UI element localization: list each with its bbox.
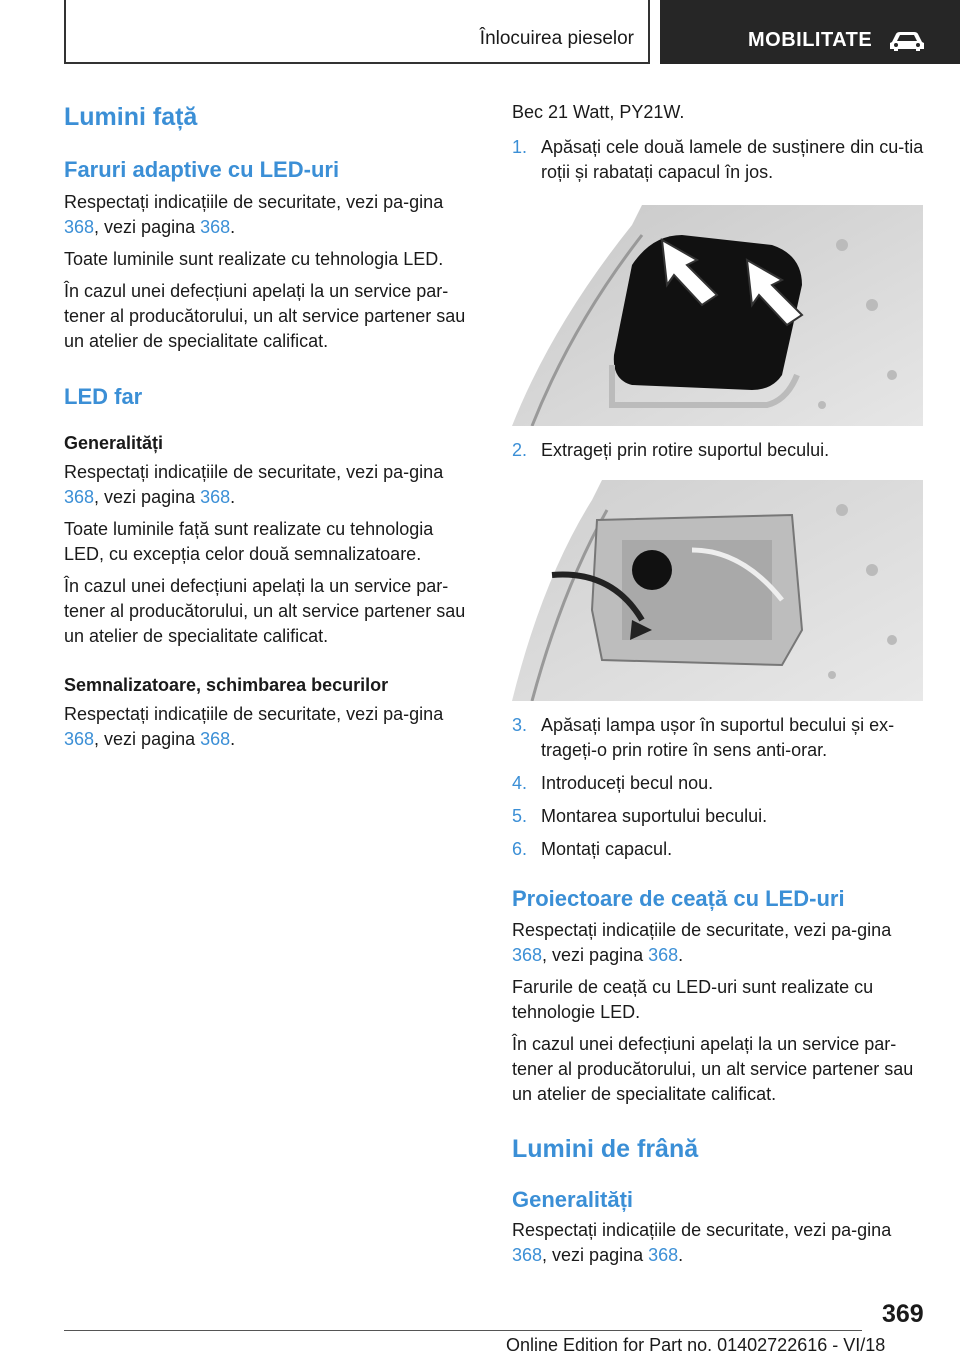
section-title-brake-lights: Lumini de frână [512, 1135, 699, 1163]
page-link[interactable]: 368 [512, 945, 543, 965]
step-item [512, 713, 926, 763]
step-number: 5. [512, 806, 528, 826]
step-text: Apăsați cele două lamele de susținere din cu-tia roții și rabatați capacul în jos. [541, 137, 924, 182]
header-chapter-label: MOBILITATE [748, 29, 873, 51]
bulb-spec: Bec 21 Watt, PY21W. [512, 102, 685, 122]
step-item [512, 135, 926, 185]
step-text: Extrageți prin rotire suportul becului. [541, 440, 830, 460]
step-number: 4. [512, 773, 528, 793]
page-link[interactable]: 368 [512, 1245, 543, 1265]
safety-note: Respectați indicațiile de securitate, vezi pa-gina 368, vezi pagina 368. [64, 192, 444, 237]
safety-note: Respectați indicațiile de securitate, vezi pa-gina 368, vezi pagina 368. [64, 704, 444, 749]
step-text: Introduceți becul nou. [541, 773, 714, 793]
step-item [512, 837, 926, 862]
footer-edition: Online Edition for Part no. 01402722616 - VI/18 [506, 1335, 886, 1355]
page-link[interactable]: 368 [200, 487, 231, 507]
step-text: Montarea suportului becului. [541, 806, 768, 826]
step-item [512, 438, 926, 463]
page-link[interactable]: 368 [648, 945, 679, 965]
right-column [512, 100, 926, 1268]
wheel-arch-cover-photo [512, 205, 923, 426]
heading-led-far: LED far [64, 384, 143, 409]
page-link[interactable]: 368 [648, 1245, 679, 1265]
page-link[interactable]: 368 [64, 217, 95, 237]
step-item [512, 771, 926, 796]
header-section-title: Înlocuirea pieselor [479, 28, 634, 49]
page-link[interactable]: 368 [200, 217, 231, 237]
subheading-general: Generalități [512, 1187, 634, 1212]
step-text: Montați capacul. [541, 839, 673, 859]
paragraph: În cazul unei defecțiuni apelați la un service par-tener al producătorului, un alt service partener sau un atelier de specialitate calificat. [64, 576, 466, 646]
paragraph: În cazul unei defecțiuni apelați la un service par-tener al producătorului, un alt service partener sau un atelier de specialitate calificat. [512, 1034, 914, 1104]
step-number: 2. [512, 440, 528, 460]
car-icon [888, 30, 926, 52]
step-number: 6. [512, 839, 528, 859]
paragraph: Toate luminile față sunt realizate cu tehnologia LED, cu excepția celor două semnalizatoare. [64, 519, 434, 564]
page-number: 369 [882, 1300, 924, 1328]
step-item [512, 804, 926, 829]
left-column [64, 100, 466, 752]
section-title-front-lights: Lumini față [64, 103, 198, 131]
page-link[interactable]: 368 [64, 487, 95, 507]
subheading-general: Generalități [64, 433, 164, 453]
paragraph: În cazul unei defecțiuni apelați la un service par-tener al producătorului, un alt service partener sau un atelier de specialitate calificat. [64, 281, 466, 351]
heading-fog-lights: Proiectoare de ceață cu LED-uri [512, 886, 845, 911]
safety-note: Respectați indicațiile de securitate, vezi pa-gina 368, vezi pagina 368. [512, 920, 892, 965]
page-link[interactable]: 368 [200, 729, 231, 749]
subheading-turn-signals: Semnalizatoare, schimbarea becurilor [64, 675, 389, 695]
paragraph: Farurile de ceață cu LED-uri sunt realizate cu tehnologie LED. [512, 977, 874, 1022]
safety-note: Respectați indicațiile de securitate, vezi pa-gina 368, vezi pagina 368. [64, 462, 444, 507]
header-chapter-tab[interactable] [660, 0, 960, 64]
step-text: Apăsați lampa ușor în suportul becului și ex-trageți-o prin rotire în sens anti-orar. [541, 715, 895, 760]
paragraph: Toate luminile sunt realizate cu tehnologia LED. [64, 249, 444, 269]
bulb-holder-photo [512, 480, 923, 701]
step-number: 3. [512, 715, 528, 735]
step-number: 1. [512, 137, 528, 157]
header-section-box [64, 0, 650, 64]
heading-adaptive-led: Faruri adaptive cu LED-uri [64, 157, 340, 182]
safety-note: Respectați indicațiile de securitate, vezi pa-gina 368, vezi pagina 368. [512, 1220, 892, 1265]
page-link[interactable]: 368 [64, 729, 95, 749]
footer-divider [64, 1330, 862, 1331]
